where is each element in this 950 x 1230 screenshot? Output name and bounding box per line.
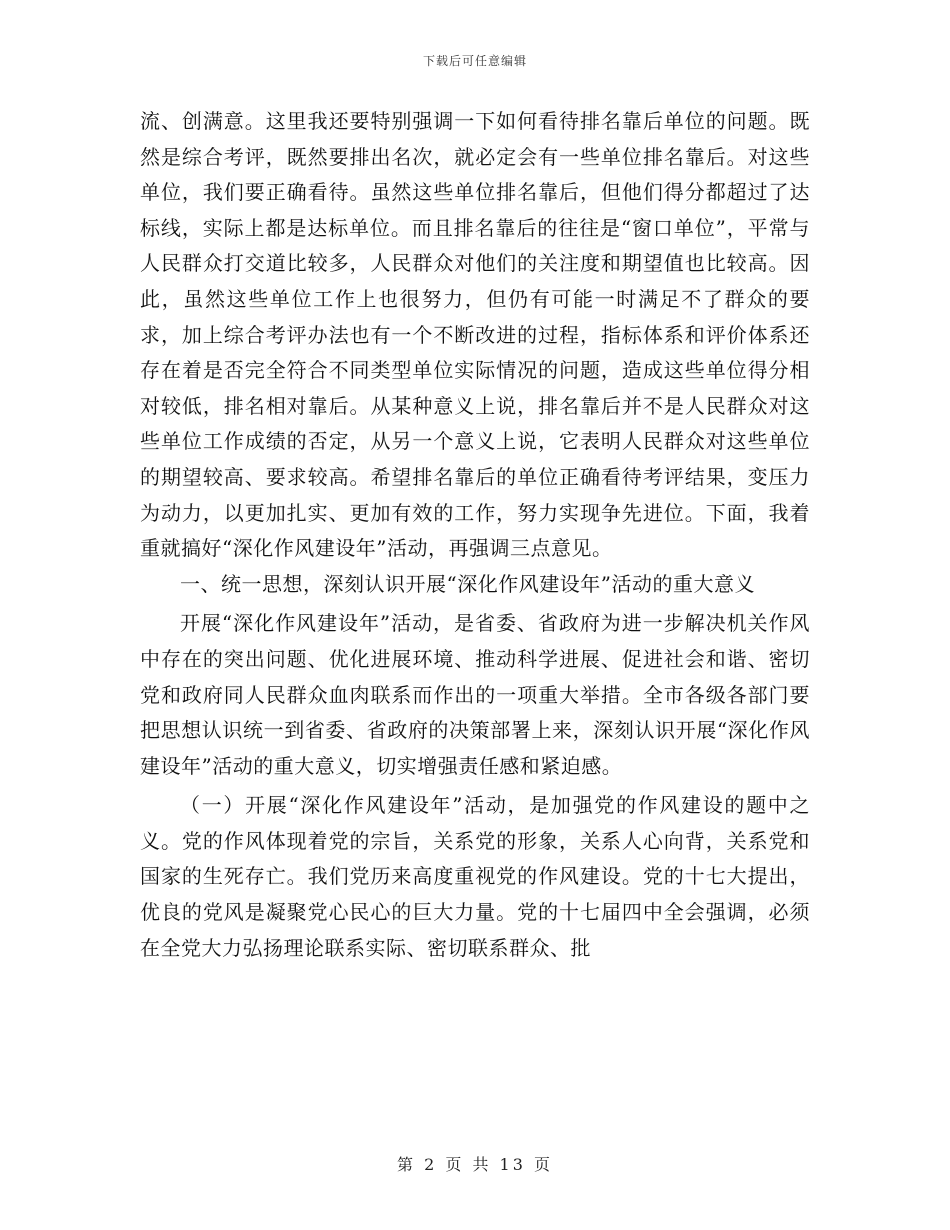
page-header: 下载后可任意编辑 <box>422 54 527 68</box>
document-body <box>140 104 810 966</box>
section-heading: 一、统一思想，深刻认识开展“深化作风建设年”活动的重大意义 <box>180 571 755 596</box>
paragraph: 开展“深化作风建设年”活动，是省委、省政府为进一步解决机关作风中存在的突出问题、优化进展环境、推动科学进展、促进社会和谐、密切党和政府同人民群众血肉联系而作出的一项重大举措。全市各级各部门要把思想认识统一到省委、省政府的决策部署上来，深刻认识开展“深化作风建设年”活动的重大意义，切实增强责任感和紧迫感。 <box>140 611 810 778</box>
page-footer: 第 2 页 共 13 页 <box>397 1155 553 1174</box>
paragraph-continuation: 流、创满意。这里我还要特别强调一下如何看待排名靠后单位的问题。既然是综合考评，既然要排出名次，就必定会有一些单位排名靠后。对这些单位，我们要正确看待。虽然这些单位排名靠后，但他们得分都超过了达标线，实际上都是达标单位。而且排名靠后的往往是“窗口单位”，平常与人民群众打交道比较多，人民群众对他们的关注度和期望值也比较高。因此，虽然这些单位工作上也很努力，但仍有可能一时满足不了群众的要求，加上综合考评办法也有一个不断改进的过程，指标体系和评价体系还存在着是否完全符合不同类型单位实际情况的问题，造成这些单位得分相对较低，排名相对靠后。从某种意义上说，排名靠后并不是人民群众对这些单位工作成绩的否定，从另一个意义上说，它表明人民群众对这些单位的期望较高、要求较高。希望排名靠后的单位正确看待考评结果，变压力为动力，以更加扎实、更加有效的工作，努力实现争先进位。下面，我着重就搞好“深化作风建设年”活动，再强调三点意见。 <box>140 109 810 561</box>
subsection-paragraph: （一）开展“深化作风建设年”活动，是加强党的作风建设的题中之义。党的作风体现着党的宗旨，关系党的形象，关系人心向背，关系党和国家的生死存亡。我们党历来高度重视党的作风建设。党的十七大提出，优良的党风是凝聚党心民心的巨大力量。党的十七届四中全会强调，必须在全党大力弘扬理论联系实际、密切联系群众、批 <box>140 793 810 960</box>
